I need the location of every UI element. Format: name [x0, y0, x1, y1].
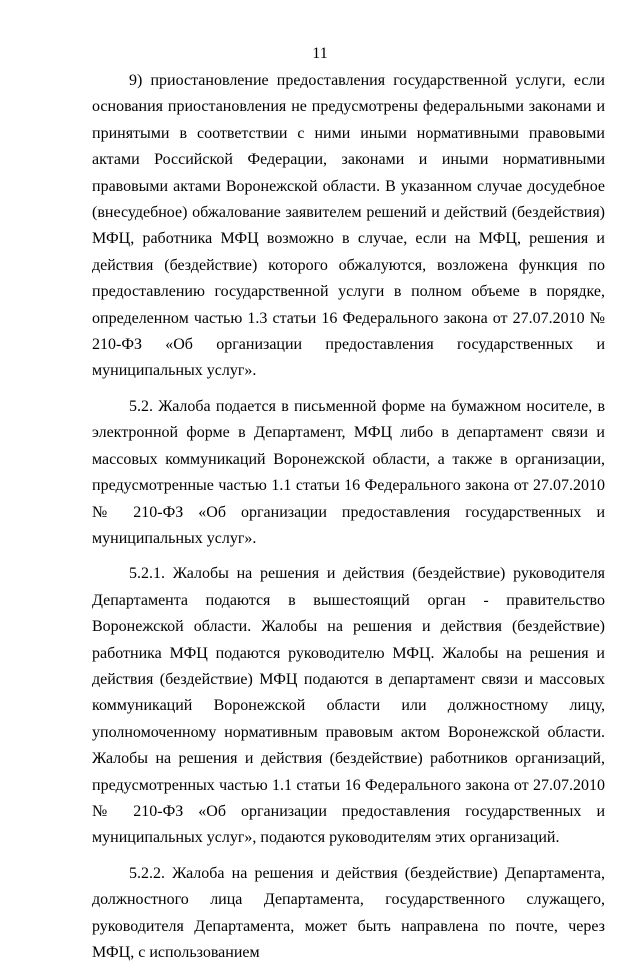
page-number: 11 — [312, 45, 328, 62]
paragraph-5-2-1: 5.2.1. Жалобы на решения и действия (бездействие) руководителя Департамента подаются в вышестоящий орган - правительство Воронежской области. Жалобы на решения и действия (бездействие) работника МФЦ подаются руководителю МФЦ. Жалобы на решения и действия (бездействие) МФЦ подаются в департамент связи и массовых коммуникаций Воронежской области или должностному лицу, уполномоченному нормативным правовым актом Воронежской области. Жалобы на решения и действия (бездействие) работников организаций, предусмотренных частью 1.1 статьи 16 Федерального закона от 27.07.2010 № 210-ФЗ «Об организации предоставления государственных и муниципальных услуг», подаются руководителям этих организаций. — [92, 565, 605, 847]
paragraph-5-2-2: 5.2.2. Жалоба на решения и действия (бездействие) Департамента, должностного лица Департамента, государственного служащего, руководителя Департамента, может быть направлена по почте, через МФЦ, с использованием — [92, 864, 605, 961]
document-body — [92, 68, 605, 966]
paragraph-item-9: 9) приостановление предоставления государственной услуги, если основания приостановления не предусмотрены федеральными законами и принятыми в соответствии с ними иными нормативными правовыми актами Российской Федерации, законами и иными нормативными правовыми актами Воронежской области. В указанном случае досудебное (внесудебное) обжалование заявителем решений и действий (бездействия) МФЦ, работника МФЦ возможно в случае, если на МФЦ, решения и действия (бездействие) которого обжалуются, возложена функция по предоставлению государственной услуги в полном объеме в порядке, определенном частью 1.3 статьи 16 Федерального закона от 27.07.2010 № 210-ФЗ «Об организации предоставления государственных и муниципальных услуг». — [92, 72, 605, 380]
paragraph-5-2: 5.2. Жалоба подается в письменной форме на бумажном носителе, в электронной форме в Департамент, МФЦ либо в департамент связи и массовых коммуникаций Воронежской области, а также в организации, предусмотренные частью 1.1 статьи 16 Федерального закона от 27.07.2010 № 210-ФЗ «Об организации предоставления государственных и муниципальных услуг». — [92, 397, 605, 547]
